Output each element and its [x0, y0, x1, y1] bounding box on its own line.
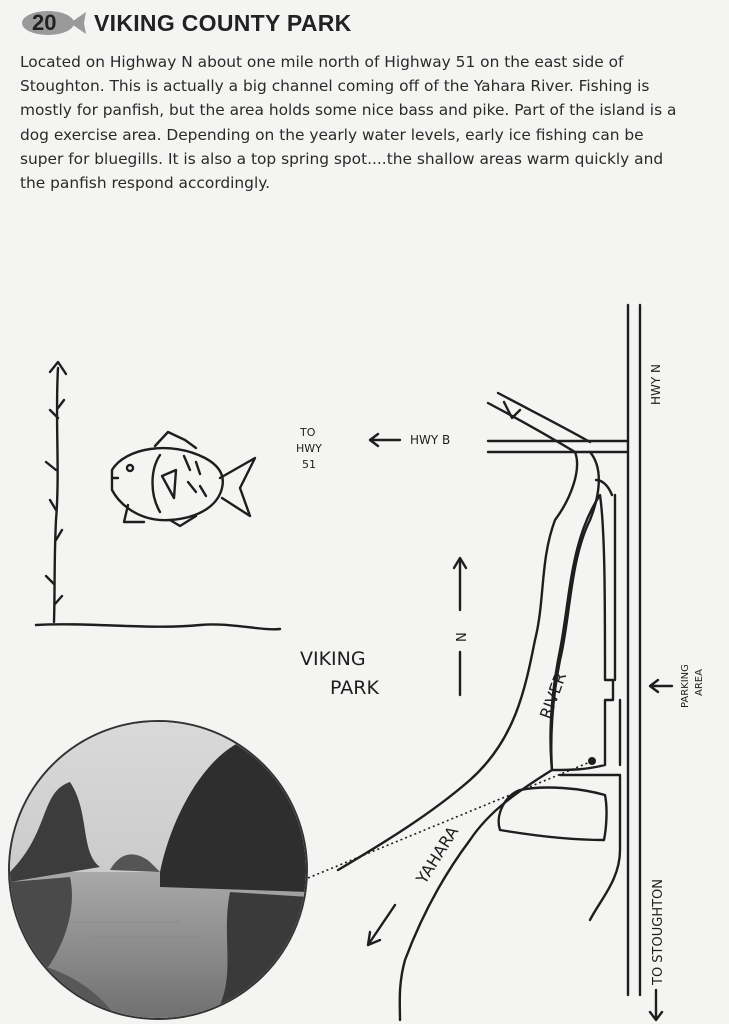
label-viking: VIKING — [300, 648, 366, 670]
island — [550, 495, 613, 770]
tree-icon — [46, 362, 66, 622]
river-east-bank — [400, 452, 599, 1020]
page-header — [18, 6, 352, 40]
label-parking: PARKING — [680, 664, 691, 708]
label-parking-area: AREA — [694, 669, 705, 696]
label-yahara: YAHARA — [412, 822, 463, 888]
label-to-stoughton: TO STOUGHTON — [651, 879, 666, 985]
label-park: PARK — [330, 677, 379, 699]
label-to-hwy51-3: 51 — [302, 458, 316, 471]
page-title: VIKING COUNTY PARK — [94, 9, 352, 36]
site-number: 20 — [32, 10, 57, 35]
lake-photo — [8, 720, 308, 1020]
photo-pointer-line — [308, 762, 590, 878]
river-west-bank — [338, 452, 577, 870]
fish-badge-icon — [18, 8, 88, 38]
label-to-hwy51-2: HWY — [296, 442, 322, 455]
fish-drawing-icon — [112, 432, 255, 526]
ground-line — [36, 624, 280, 629]
label-hwy-b: HWY B — [410, 433, 451, 447]
site-description: Located on Highway N about one mile north of Highway 51 on the east side of Stoughton. This is actually a big channel coming off of the Yahara River. Fishing is mostly for panfish, but the area holds some nice bass and pike. Part of the island is a dog exercise area. Depending on the yearly water levels, early ice fishing can be super for bluegills. It is also a top spring spot....the shallow areas warm quickly and the panfish respond accordingly. — [20, 53, 677, 193]
label-river: RIVER — [535, 669, 571, 722]
label-north: N — [455, 632, 470, 642]
label-hwy-n: HWY N — [649, 363, 663, 405]
label-to-hwy51-1: TO — [300, 426, 316, 439]
north-arrow-icon — [454, 558, 466, 695]
